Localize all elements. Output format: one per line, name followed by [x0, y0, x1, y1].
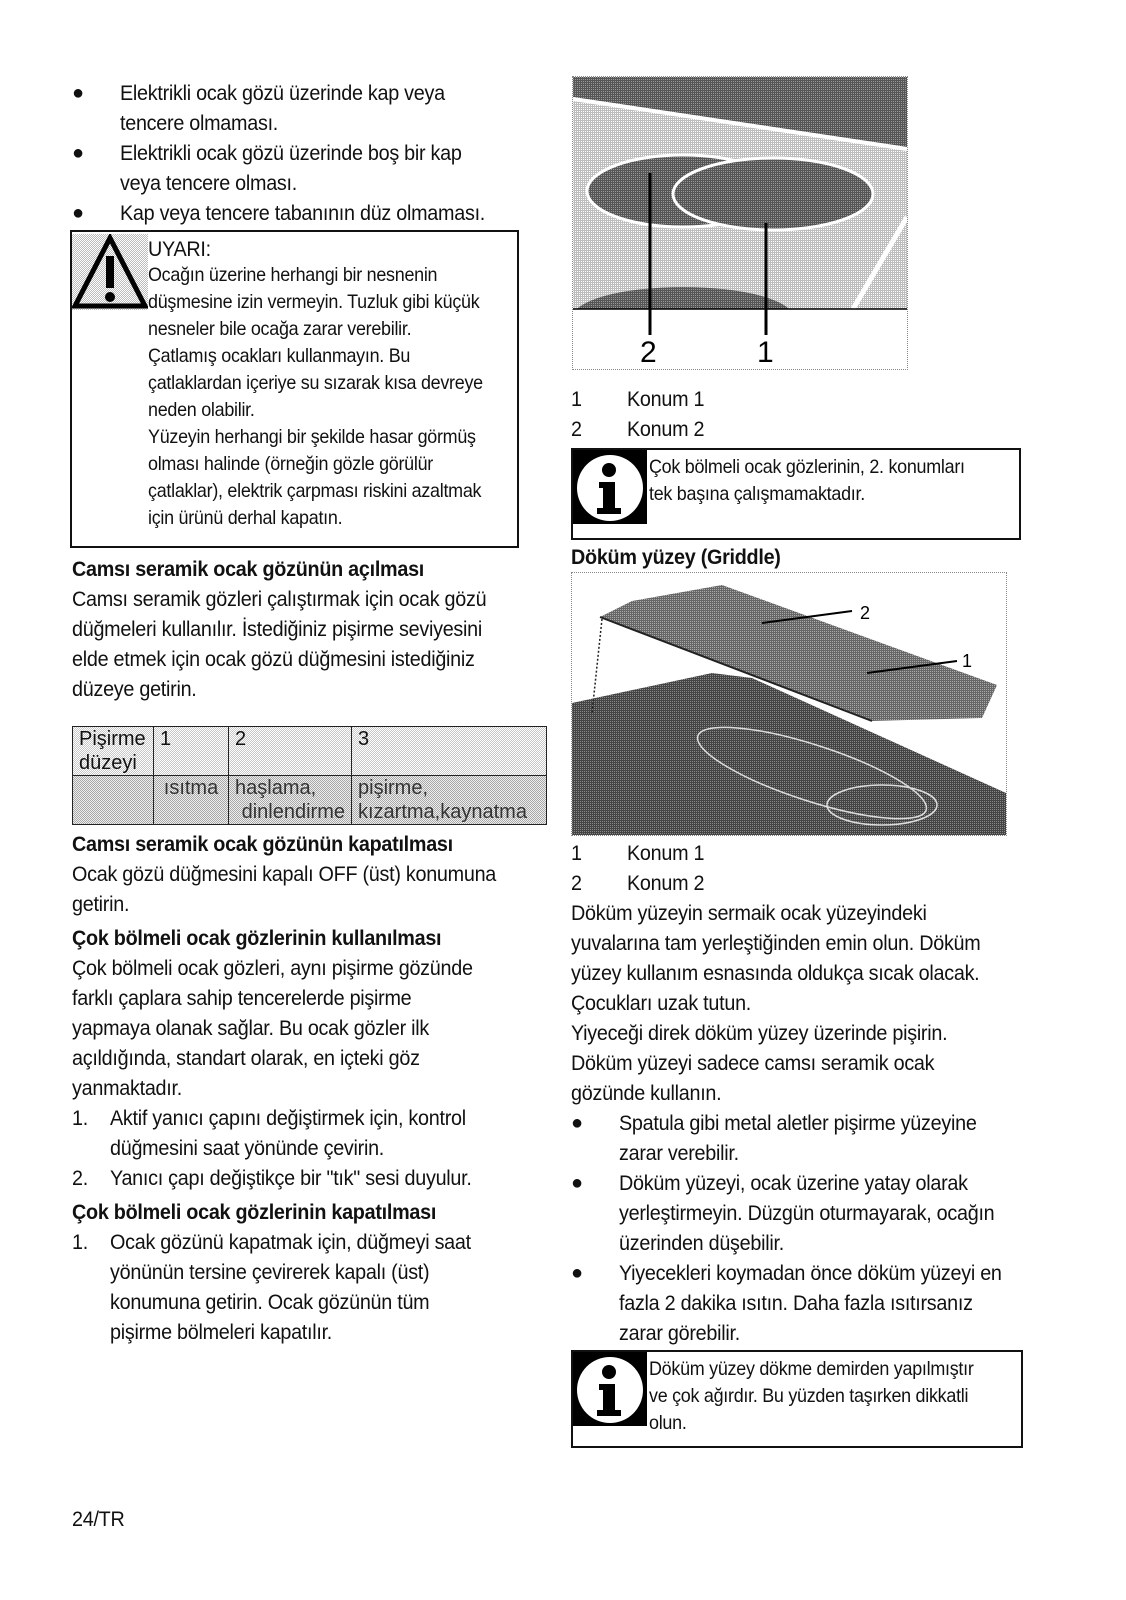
bullet-text: Elektrikli ocak gözü üzerinde kap veya	[120, 81, 445, 105]
bullet-item	[571, 1108, 1041, 1168]
warning-triangle-icon	[72, 234, 148, 310]
bullet-text: tencere olmaması.	[120, 111, 279, 135]
paragraph-line: Camsı seramik gözleri çalıştırmak için ocak gözü	[72, 587, 487, 611]
warning-line: nesneler bile ocağa zarar verebilir.	[148, 318, 412, 340]
section-heading: Döküm yüzey (Griddle)	[571, 545, 781, 569]
bullet-item	[72, 198, 550, 228]
info-box	[571, 448, 1021, 540]
bullet-item	[571, 1258, 1041, 1348]
table-cell: haşlama,	[235, 777, 317, 799]
bullet-text: zarar verebilir.	[619, 1141, 739, 1165]
section-multi-zone-off	[72, 1197, 550, 1347]
griddle-illustration	[572, 573, 1006, 835]
warning-line: Ocağın üzerine herhangi bir nesnenin	[148, 264, 438, 286]
bullet-dot-icon: ●	[72, 82, 85, 104]
section-multi-zone-use	[72, 923, 550, 1193]
info-text: Çok bölmeli ocak gözlerinin, 2. konumları	[649, 456, 965, 478]
info-text: ve çok ağırdır. Bu yüzden taşırken dikkatli	[649, 1385, 969, 1407]
left-column	[72, 78, 550, 1347]
bullet-text: Spatula gibi metal aletler pişirme yüzeyine	[619, 1111, 977, 1135]
bullet-dot-icon: ●	[72, 142, 85, 164]
paragraph-line: Döküm yüzeyin sermaik ocak yüzeyindeki	[571, 901, 927, 925]
cooking-level-table	[72, 726, 547, 825]
svg-text:1: 1	[757, 336, 774, 369]
step-text: düğmesini saat yönünde çevirin.	[110, 1136, 385, 1160]
bullet-text: veya tencere olması.	[120, 171, 297, 195]
legend-number: 2	[571, 871, 582, 895]
section-heading: Çok bölmeli ocak gözlerinin kullanılması	[72, 926, 442, 950]
bullet-text: üzerinden düşebilir.	[619, 1231, 784, 1255]
paragraph-line: farklı çaplara sahip tencerelerde pişirme	[72, 986, 412, 1010]
bullet-dot-icon: ●	[571, 1112, 584, 1134]
bullet-text: zarar görebilir.	[619, 1321, 740, 1345]
figure-legend	[571, 384, 1041, 444]
bullet-item	[72, 138, 550, 198]
warning-line: düşmesine izin vermeyin. Tuzluk gibi küçük	[148, 291, 480, 313]
warning-line: çatlaklardan içeriye su sızarak kısa devreye	[148, 372, 483, 394]
figure-legend	[571, 838, 1041, 898]
info-icon	[573, 1352, 647, 1426]
table-cell: 2	[229, 727, 352, 776]
step-number: 1.	[72, 1230, 88, 1254]
section-glass-ceramic-off	[72, 829, 550, 919]
numbered-step	[72, 1163, 550, 1193]
legend-item	[571, 414, 1041, 444]
hob-zones-illustration	[573, 77, 907, 369]
step-number: 2.	[72, 1166, 88, 1190]
griddle-figure	[571, 572, 1007, 836]
bullet-dot-icon: ●	[571, 1172, 584, 1194]
paragraph-line: Çocukları uzak tutun.	[571, 991, 752, 1015]
bullet-text: Yiyecekleri koymadan önce döküm yüzeyi en	[619, 1261, 1002, 1285]
legend-number: 1	[571, 387, 582, 411]
multi-zone-hob-figure	[572, 76, 908, 370]
page-number: 24/TR	[72, 1507, 125, 1531]
paragraph-line: yüzey kullanım esnasında oldukça sıcak olacak.	[571, 961, 980, 985]
svg-text:1: 1	[962, 651, 973, 671]
warning-line: neden olabilir.	[148, 399, 255, 421]
step-text: Aktif yanıcı çapını değiştirmek için, kontrol	[110, 1106, 466, 1130]
bullet-item	[72, 78, 550, 138]
info-text: olun.	[649, 1412, 687, 1434]
info-text: tek başına çalışmamaktadır.	[649, 483, 865, 505]
table-cell: kızartma,kaynatma	[358, 801, 527, 823]
table-header-row	[73, 727, 547, 776]
bullet-dot-icon: ●	[72, 202, 85, 224]
paragraph-line: Çok bölmeli ocak gözleri, aynı pişirme gözünde	[72, 956, 473, 980]
info-icon	[573, 450, 647, 524]
paragraph-line: elde etmek için ocak gözü düğmesini istediğiniz	[72, 647, 475, 671]
step-number: 1.	[72, 1106, 88, 1130]
warning-line: Çatlamış ocakları kullanmayın. Bu	[148, 345, 411, 367]
svg-text:2: 2	[640, 336, 657, 369]
legend-text: Konum 1	[627, 387, 705, 411]
step-text: pişirme bölmeleri kapatılır.	[110, 1320, 333, 1344]
numbered-step	[72, 1103, 550, 1163]
warning-box	[70, 230, 519, 548]
paragraph-line: açıldığında, standart olarak, en içteki göz	[72, 1046, 420, 1070]
bullet-text: yerleştirmeyin. Düzgün oturmayarak, ocağın	[619, 1201, 995, 1225]
legend-item	[571, 384, 1041, 414]
legend-number: 1	[571, 841, 582, 865]
paragraph-line: Döküm yüzeyi sadece camsı seramik ocak	[571, 1051, 935, 1075]
table-cell: pişirme,	[358, 777, 429, 799]
legend-item	[571, 838, 1041, 868]
legend-text: Konum 1	[627, 841, 705, 865]
info-box	[571, 1350, 1023, 1448]
paragraph-line: Yiyeceği direk döküm yüzey üzerinde pişirin.	[571, 1021, 948, 1045]
paragraph-line: yapmaya olanak sağlar. Bu ocak gözler ilk	[72, 1016, 430, 1040]
right-column	[571, 76, 1041, 1448]
paragraph-line: düzeye getirin.	[72, 677, 197, 701]
bullet-dot-icon: ●	[571, 1262, 584, 1284]
bullet-text: Elektrikli ocak gözü üzerinde boş bir kap	[120, 141, 462, 165]
step-text: Yanıcı çapı değiştikçe bir "tık" sesi duyulur.	[110, 1166, 472, 1190]
table-cell: 1	[154, 727, 229, 776]
legend-item	[571, 868, 1041, 898]
paragraph-line: yuvalarına tam yerleştiğinden emin olun. Döküm	[571, 931, 981, 955]
table-cell: düzeyi	[79, 752, 137, 774]
bullet-text: fazla 2 dakika ısıtın. Daha fazla ısıtırsanız	[619, 1291, 973, 1315]
warning-title: UYARI:	[148, 237, 211, 261]
section-heading: Camsı seramik ocak gözünün kapatılması	[72, 832, 453, 856]
paragraph-line: düğmeleri kullanılır. İstediğiniz pişirme seviyesini	[72, 617, 483, 641]
numbered-step	[72, 1227, 550, 1347]
warning-line: çatlaklar), elektrik çarpması riskini azaltmak	[148, 480, 482, 502]
table-cell: ısıtma	[154, 776, 229, 825]
section-heading: Çok bölmeli ocak gözlerinin kapatılması	[72, 1200, 437, 1224]
warning-line: Yüzeyin herhangi bir şekilde hasar görmüş	[148, 426, 476, 448]
table-cell: Pişirme	[79, 728, 146, 750]
section-heading: Camsı seramik ocak gözünün açılması	[72, 557, 425, 581]
paragraph-line: gözünde kullanın.	[571, 1081, 722, 1105]
step-text: Ocak gözünü kapatmak için, düğmeyi saat	[110, 1230, 471, 1254]
section-glass-ceramic-on	[72, 554, 550, 704]
svg-text:2: 2	[860, 603, 871, 623]
paragraph-line: yanmaktadır.	[72, 1076, 182, 1100]
legend-text: Konum 2	[627, 417, 705, 441]
step-text: yönünün tersine çevirerek kapalı (üst)	[110, 1260, 430, 1284]
bullet-item	[571, 1168, 1041, 1258]
info-text: Döküm yüzey dökme demirden yapılmıştır	[649, 1358, 974, 1380]
step-text: konumuna getirin. Ocak gözünün tüm	[110, 1290, 430, 1314]
griddle-paragraph	[571, 898, 1041, 1108]
table-row	[73, 776, 547, 825]
legend-number: 2	[571, 417, 582, 441]
table-cell: 3	[352, 727, 547, 776]
bullet-text: Döküm yüzeyi, ocak üzerine yatay olarak	[619, 1171, 968, 1195]
legend-text: Konum 2	[627, 871, 705, 895]
bullet-text: Kap veya tencere tabanının düz olmaması.	[120, 201, 486, 225]
table-cell: dinlendirme	[241, 801, 345, 823]
paragraph-line: Ocak gözü düğmesini kapalı OFF (üst) konumuna	[72, 862, 497, 886]
warning-line: olması halinde (örneğin gözle görülür	[148, 453, 433, 475]
paragraph-line: getirin.	[72, 892, 130, 916]
warning-line: için ürünü derhal kapatın.	[148, 507, 343, 529]
